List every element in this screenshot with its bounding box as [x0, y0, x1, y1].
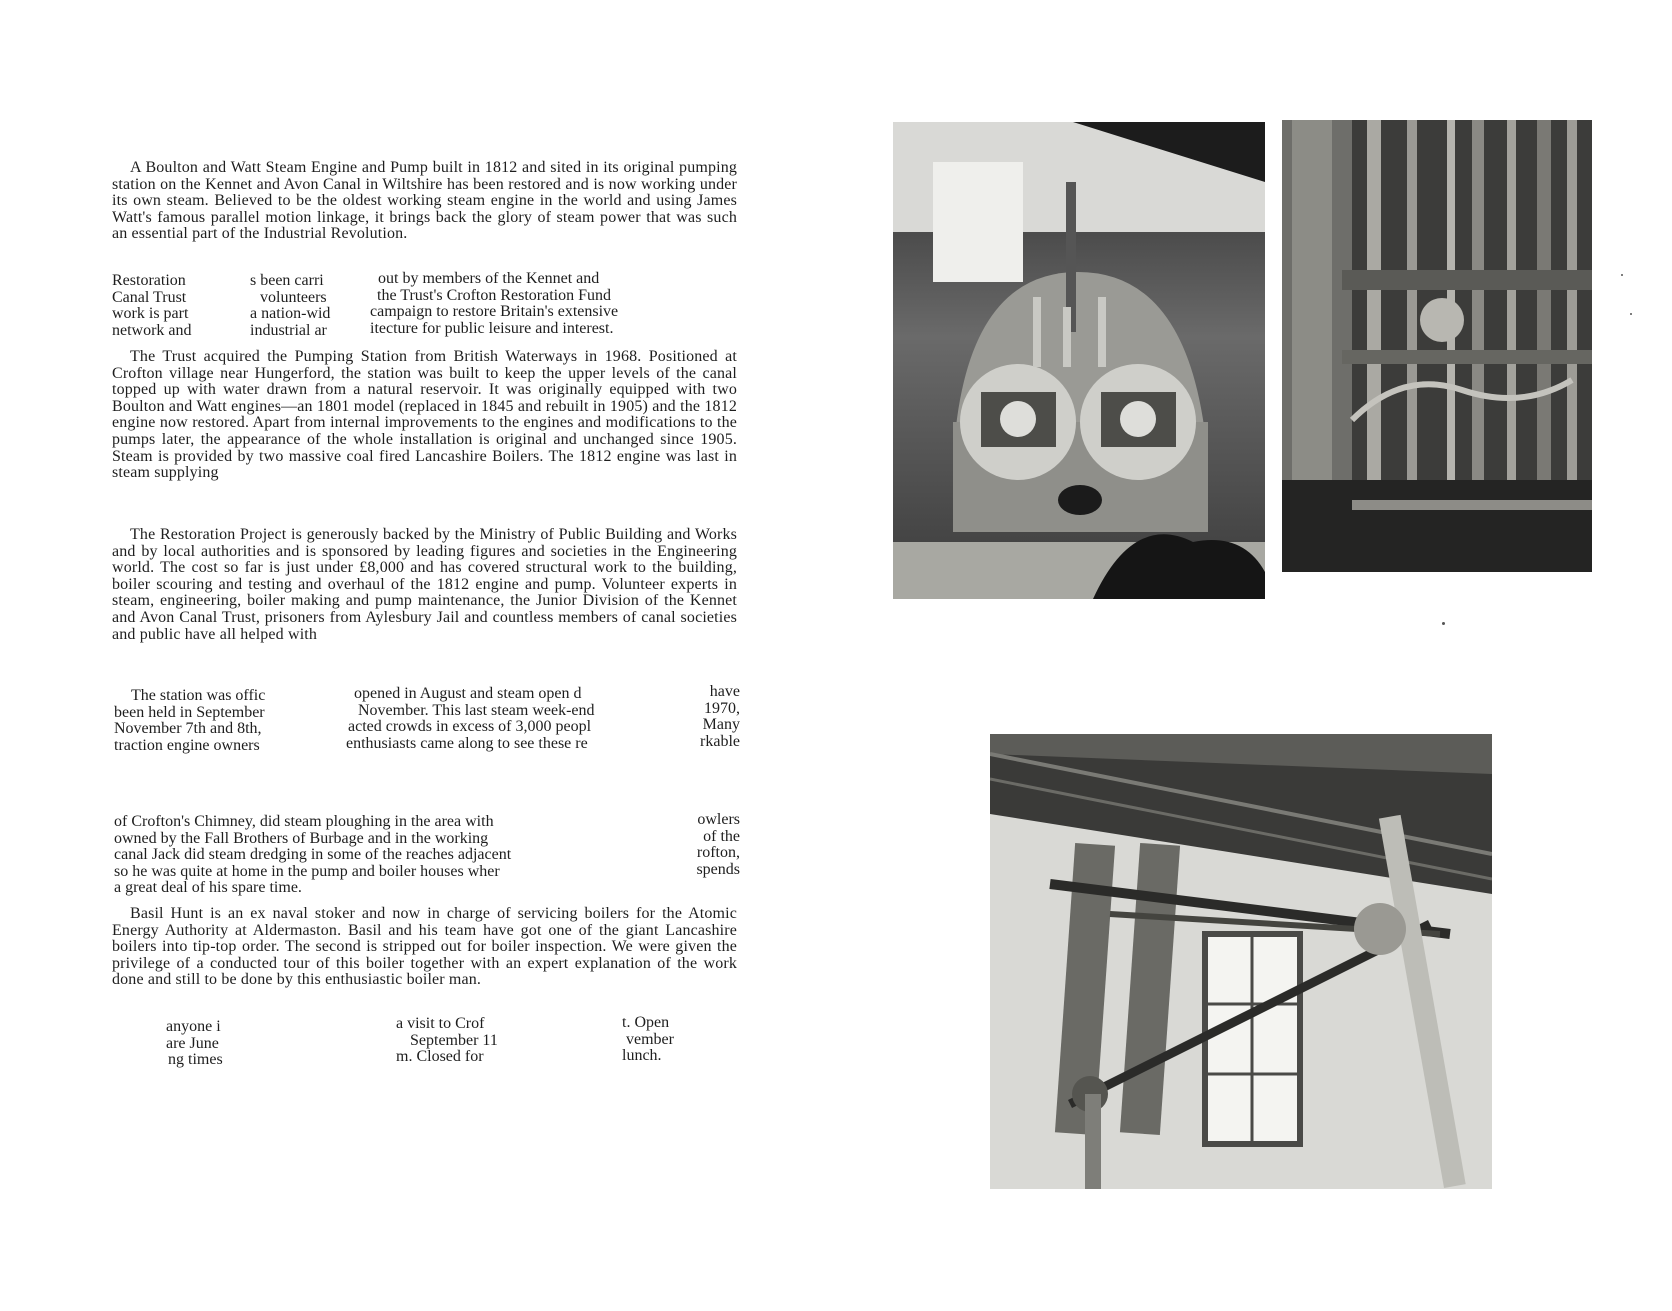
text-line: owlers [697, 811, 740, 828]
text-line: canal Jack did steam dredging in some of the reaches adjacent [114, 846, 512, 864]
text-line: Canal Trust [112, 288, 187, 306]
intro-paragraph: A Boulton and Watt Steam Engine and Pump built in 1812 and sited in its original pumping station on the Kennet and Avon Canal in Wiltshire has been restored and is now working under its own steam. Believed to be the oldest working steam engine in the world and using James Watt's famous parallel motion linkage, it brings back the glory of steam power that was such an essential part of the Industrial Revolution. [112, 159, 737, 243]
station-col-1 [114, 688, 314, 754]
linkage-photo [990, 734, 1492, 1189]
text-line: m. Closed for [396, 1048, 484, 1066]
text-line: anyone i [166, 1018, 221, 1035]
text-line: lunch. [622, 1047, 662, 1065]
text-line: owned by the Fall Brothers of Burbage and in the working [114, 829, 489, 847]
text-line: industrial ar [250, 321, 327, 339]
visit-col-2 [396, 1016, 546, 1066]
text-line: enthusiasts came along to see these re [346, 734, 588, 752]
text-line: a great deal of his spare time. [114, 879, 302, 897]
text-line: campaign to restore Britain's extensive [370, 303, 619, 321]
text-line: The station was offic [131, 687, 266, 704]
text-line: so he was quite at home in the pump and boiler houses wher [114, 862, 500, 880]
text-line: vember [626, 1030, 674, 1048]
text-line: rkable [700, 732, 740, 750]
text-line: the Trust's Crofton Restoration Fund [377, 286, 612, 304]
text-line: spends [696, 860, 740, 878]
text-line: a nation-wid [250, 305, 331, 323]
text-line: volunteers [260, 288, 327, 306]
project-paragraph: The Restoration Project is generously backed by the Ministry of Public Building and Works and by local authorities and is sponsored by leading figures and societies in the Engineering world. The cost so far is just under £8,000 and has covered structural work to the building, boiler scouring and testing and overhaul of the 1812 engine and pump. Volunteer experts in steam, engineering, boiler making and pump maintenance, the Junior Division of the Kennet and Avon Canal Trust, prisoners from Aylesbury Jail and countless members of canal societies and public have all helped with [112, 526, 737, 643]
text-line: November 7th and 8th, [114, 720, 262, 738]
text-line: traction engine owners [114, 736, 260, 754]
text-line: 1970, [704, 699, 740, 717]
visit-col-3 [622, 1015, 722, 1065]
text-line: are June [166, 1034, 219, 1052]
text-line: have [709, 683, 740, 700]
text-line: acted crowds in excess of 3,000 peopl [348, 718, 592, 736]
text-line: opened in August and steam open d [354, 685, 582, 702]
boiler-photo [893, 122, 1265, 599]
text-line: a visit to Crof [396, 1015, 485, 1032]
trust-paragraph: The Trust acquired the Pumping Station from British Waterways in 1968. Positioned at Crofton village near Hungerford, the station was built to keep the upper levels of the canal topped up with water drawn from a natural reservoir. It was originally equipped with two Boulton and Watt engines—an 1801 model (replaced in 1845 and rebuilt in 1905) and the 1812 engine now restored. Apart from internal improvements to the engines and modifications to the pumps later, the appearance of the whole installation is original and unchanged since 1905. Steam is provided by two massive coal fired Lancashire Boilers. The 1812 engine was last in steam supplying [112, 348, 737, 482]
text-line: out by members of the Kennet and [378, 270, 600, 287]
print-speck [1442, 622, 1445, 625]
text-line: t. Open [622, 1014, 670, 1031]
restoration-col-3 [370, 271, 690, 337]
text-line: of the [703, 827, 740, 845]
text-line: work is part [112, 305, 189, 323]
text-line: rofton, [696, 844, 740, 862]
text-line: been held in September [114, 703, 265, 721]
engine-photo [1282, 120, 1592, 572]
station-col-3 [680, 684, 740, 750]
text-line: network and [112, 321, 192, 339]
text-line: ng times [168, 1051, 223, 1069]
text-line: of Crofton's Chimney, did steam ploughing in the area with [114, 813, 494, 830]
restoration-col-2 [250, 273, 365, 339]
print-speck [1621, 274, 1623, 276]
text-line: Restoration [112, 272, 186, 289]
visit-col-1 [166, 1019, 286, 1069]
text-line: September 11 [410, 1031, 498, 1049]
text-line: November. This last steam week-end [358, 701, 595, 719]
restoration-col-1 [112, 273, 232, 339]
station-col-2 [346, 686, 666, 752]
text-line: s been carri [250, 272, 324, 289]
text-line: itecture for public leisure and interest. [370, 319, 614, 337]
print-speck [1630, 313, 1632, 315]
basil-paragraph: Basil Hunt is an ex naval stoker and now in charge of servicing boilers for the Atomic Energy Authority at Aldermaston. Basil and his team have got one of the giant Lancashire boilers into tip-top order. The second is stripped out for boiler inspection. We were given the privilege of a conducted tour of this boiler together with an expert explanation of the work done and still to be done by this enthusiastic boiler man. [112, 905, 737, 989]
chimney-main-col [114, 814, 674, 897]
chimney-right-col [680, 812, 740, 878]
text-line: Many [702, 716, 740, 734]
